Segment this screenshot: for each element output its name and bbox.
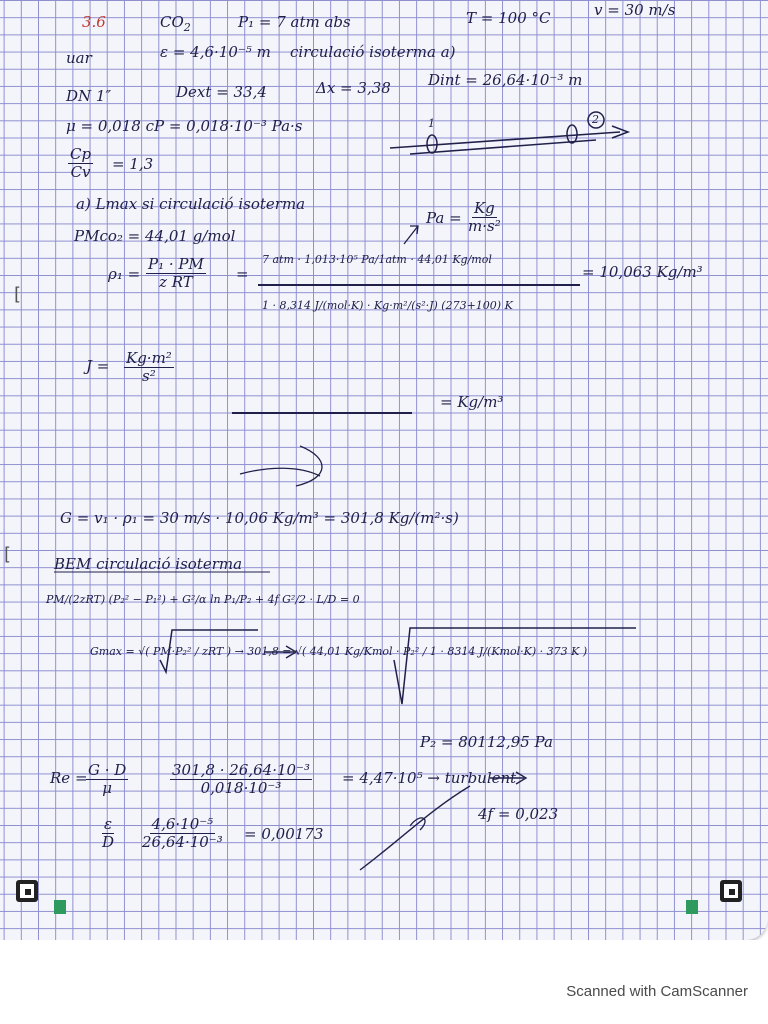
cp-cv-fraction xyxy=(68,146,93,181)
rho1-fraction-bar xyxy=(258,284,580,286)
problem-number: 3.6 xyxy=(82,13,106,31)
mass-flux: G = v₁ · ρ₁ = 30 m/s · 10,06 Kg/m³ = 301,8 Kg/(m²·s) xyxy=(60,509,459,527)
rho1-formula-den: z RT xyxy=(159,273,193,291)
green-tab-left xyxy=(54,900,66,914)
cv-text: Cv xyxy=(70,163,91,181)
bem-equation: PM/(2zRT) (P₂² − P₁²) + G²/α ln P₁/P₂ + 4f G²/2 · L/D = 0 xyxy=(46,593,360,606)
relative-roughness-num: ε xyxy=(103,815,113,833)
nominal-diameter: DN 1″ xyxy=(66,87,112,105)
rho1-result: = 10,063 Kg/m³ xyxy=(582,263,703,281)
reynolds-substitution-num: 301,8 · 26,64·10⁻³ xyxy=(172,761,310,779)
diagram-point-2: 2 xyxy=(592,113,599,126)
reynolds-label: Re = xyxy=(50,769,88,787)
reynolds-result: = 4,47·10⁵ → turbulent xyxy=(342,769,517,787)
bem-heading: BEM circulació isoterma xyxy=(54,555,243,573)
molar-mass: PMco₂ = 44,01 g/mol xyxy=(74,227,236,245)
relative-roughness-result: = 0,00173 xyxy=(244,825,324,843)
pa-units xyxy=(466,200,503,235)
reynolds-formula-den: μ xyxy=(102,779,113,797)
joule-label: J = xyxy=(86,357,110,375)
relative-roughness-substitution-den: 26,64·10⁻³ xyxy=(142,833,223,851)
scanner-corner-marker-left xyxy=(16,880,38,902)
inner-diameter: Dint = 26,64·10⁻³ m xyxy=(428,71,583,89)
wall-thickness: Δx = 3,38 xyxy=(316,79,391,97)
side-bracket-bottom: [ xyxy=(4,544,12,565)
cp-text: Cp xyxy=(70,145,92,163)
rho1-numerator: 7 atm · 1,013·10⁵ Pa/1atm · 44,01 Kg/mol xyxy=(262,253,492,266)
side-bracket-top: [ xyxy=(14,284,22,305)
diagram-point-1: 1 xyxy=(428,117,435,130)
joule-units xyxy=(124,350,174,385)
isothermal-note: circulació isoterma a) xyxy=(290,43,456,61)
material-label: uar xyxy=(66,49,92,67)
joule-units-num: Kg·m² xyxy=(126,349,172,367)
units-check-result: = Kg/m³ xyxy=(440,393,504,411)
camscanner-watermark: Scanned with CamScanner xyxy=(566,983,748,1000)
relative-roughness xyxy=(100,816,116,851)
rho1-denominator: 1 · 8,314 J/(mol·K) · Kg·m²/(s²·J) (273+100) K xyxy=(262,299,513,312)
pa-label: Pa = xyxy=(426,209,462,227)
co2-text: CO xyxy=(160,13,184,31)
velocity-value: v = 30 m/s xyxy=(594,1,676,19)
pa-units-den: m·s² xyxy=(468,217,501,235)
gamma-value: = 1,3 xyxy=(112,155,154,173)
gmax-equation: Gmax = √( PM·P₂² / zRT ) → 301,8 = √( 44,01 Kg/Kmol · P₂² / 1 · 8314 J/(Kmol·K) · 373 K ) xyxy=(90,645,588,658)
rho1-equals: = xyxy=(236,265,249,283)
joule-units-den: s² xyxy=(142,367,156,385)
part-a-heading: a) Lmax si circulació isoterma xyxy=(76,195,306,213)
units-check-bar xyxy=(232,412,412,414)
relative-roughness-den: D xyxy=(102,833,115,851)
viscosity-value: μ = 0,018 cP = 0,018·10⁻³ Pa·s xyxy=(66,117,303,135)
reynolds-substitution-den: 0,018·10⁻³ xyxy=(200,779,282,797)
pa-units-num: Kg xyxy=(473,199,495,217)
reynolds-substitution xyxy=(170,762,312,797)
p2-result: P₂ = 80112,95 Pa xyxy=(420,733,553,751)
rho1-label: ρ₁ = xyxy=(108,265,141,283)
outer-diameter: Dext = 33,4 xyxy=(176,83,267,101)
reynolds-formula xyxy=(86,762,128,797)
relative-roughness-substitution-num: 4,6·10⁻⁵ xyxy=(151,815,214,833)
roughness-value: ε = 4,6·10⁻⁵ m xyxy=(160,43,271,61)
relative-roughness-substitution xyxy=(140,816,225,851)
scanner-corner-marker-right xyxy=(720,880,742,902)
temperature-value: T = 100 °C xyxy=(466,9,551,27)
reynolds-formula-num: G · D xyxy=(88,761,127,779)
rho1-formula xyxy=(146,256,206,291)
footer xyxy=(0,940,768,1024)
rho1-formula-num: P₁ · PM xyxy=(148,255,204,273)
co2-subscript: 2 xyxy=(183,21,191,34)
friction-factor: 4f = 0,023 xyxy=(478,805,559,823)
p1-value: P₁ = 7 atm abs xyxy=(238,13,351,31)
green-tab-right xyxy=(686,900,698,914)
